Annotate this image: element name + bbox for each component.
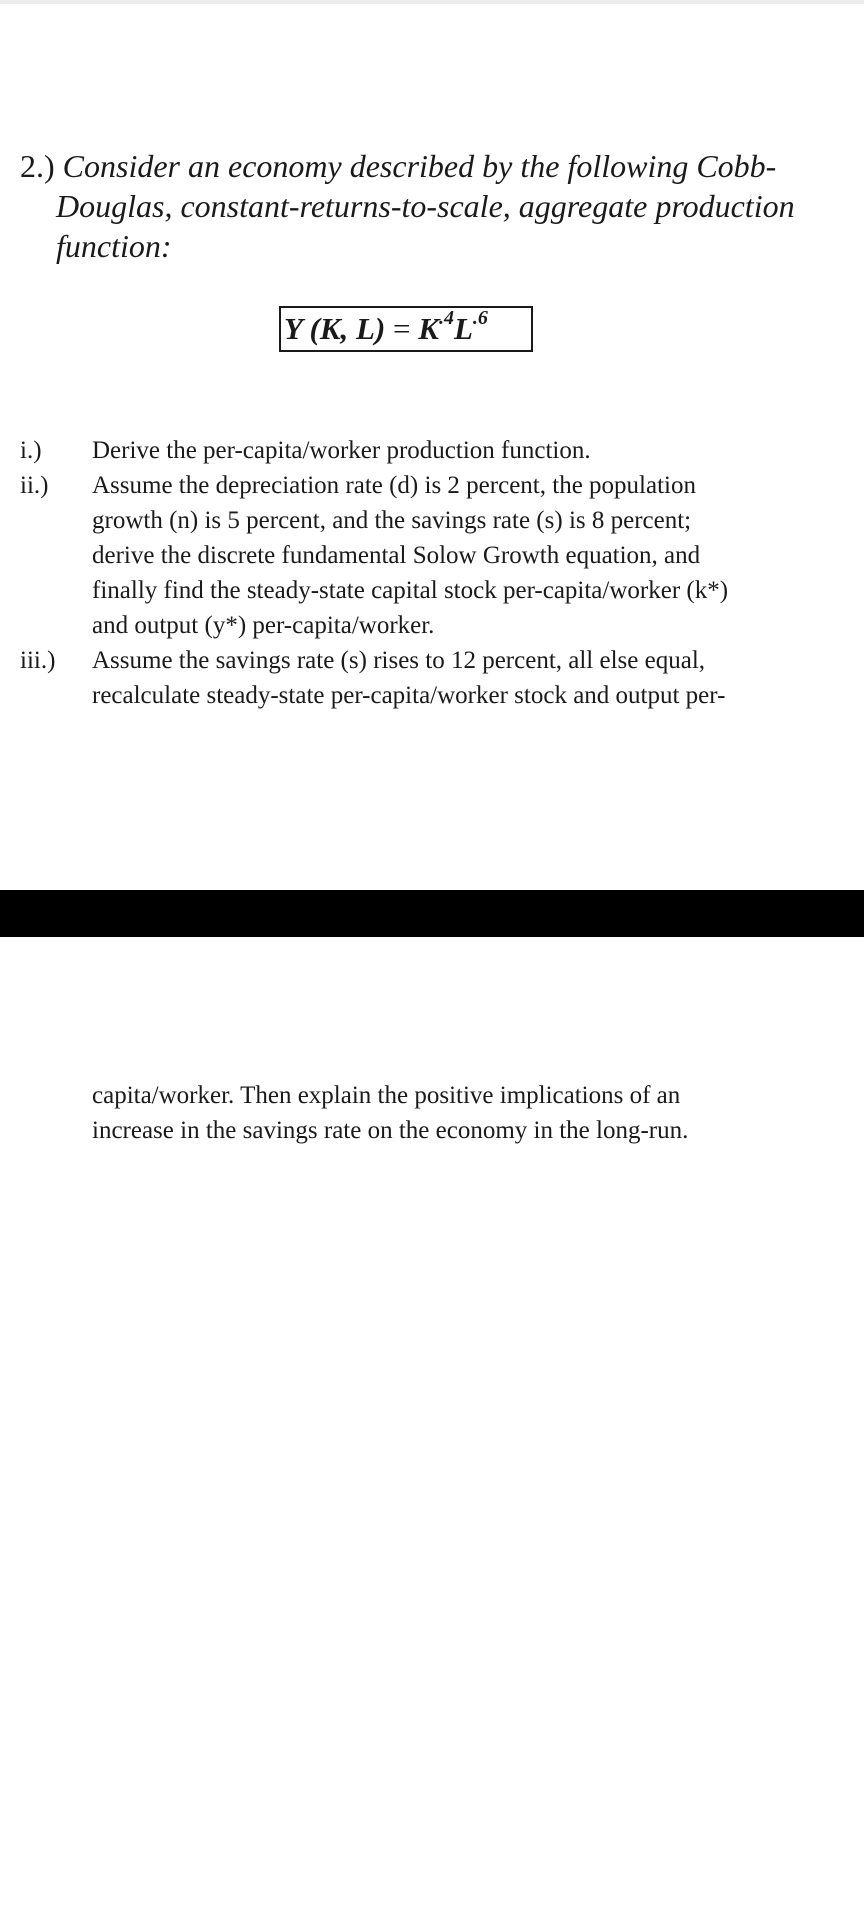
part-ii-label: ii.) — [20, 472, 49, 499]
part-i-label: i.) — [20, 437, 42, 464]
question-parts — [20, 433, 850, 713]
formula-k-base: K — [418, 311, 439, 346]
intro-line-3: function: — [56, 228, 172, 264]
part-ii — [20, 468, 850, 643]
part-ii-line-4: finally find the steady-state capital stock per-capita/worker (k*) — [92, 577, 729, 604]
production-function-formula — [279, 306, 533, 352]
part-ii-line-3: derive the discrete fundamental Solow Growth equation, and — [92, 542, 701, 569]
formula-equals: = — [393, 311, 411, 346]
intro-text-1: Consider an economy described by the following Cobb- — [62, 148, 777, 184]
part-iii — [20, 643, 850, 713]
part-i-body — [92, 433, 850, 468]
black-redaction-bar — [0, 890, 864, 937]
part-ii-line-2: growth (n) is 5 percent, and the savings rate (s) is 8 percent; — [92, 507, 692, 534]
top-edge-divider — [0, 0, 864, 4]
formula-lhs: Y (K, L) — [284, 311, 386, 346]
intro-line-2: Douglas, constant-returns-to-scale, aggregate production — [56, 188, 795, 224]
part-i-line-1: Derive the per-capita/worker production function. — [92, 437, 591, 464]
part-ii-body — [92, 468, 850, 643]
formula-l-exponent: .6 — [472, 306, 488, 329]
continuation-line-2: increase in the savings rate on the economy in the long-run. — [92, 1117, 689, 1144]
question-intro — [20, 146, 840, 266]
part-iii-body — [92, 643, 850, 713]
formula-l-base: L — [453, 311, 473, 346]
intro-line-1 — [20, 146, 840, 186]
question-number: 2.) — [20, 148, 55, 184]
part-iii-line-2: recalculate steady-state per-capita/worker stock and output per- — [92, 682, 726, 709]
part-iii-label: iii.) — [20, 647, 56, 674]
part-ii-line-5: and output (y*) per-capita/worker. — [92, 612, 435, 639]
part-iii-line-1: Assume the savings rate (s) rises to 12 percent, all else equal, — [92, 647, 706, 674]
part-ii-line-1: Assume the depreciation rate (d) is 2 percent, the population — [92, 472, 696, 499]
formula-k-exponent: .4 — [438, 306, 454, 329]
part-i — [20, 433, 850, 468]
part-iii-continuation — [92, 1078, 832, 1148]
continuation-line-1: capita/worker. Then explain the positive implications of an — [92, 1082, 681, 1109]
